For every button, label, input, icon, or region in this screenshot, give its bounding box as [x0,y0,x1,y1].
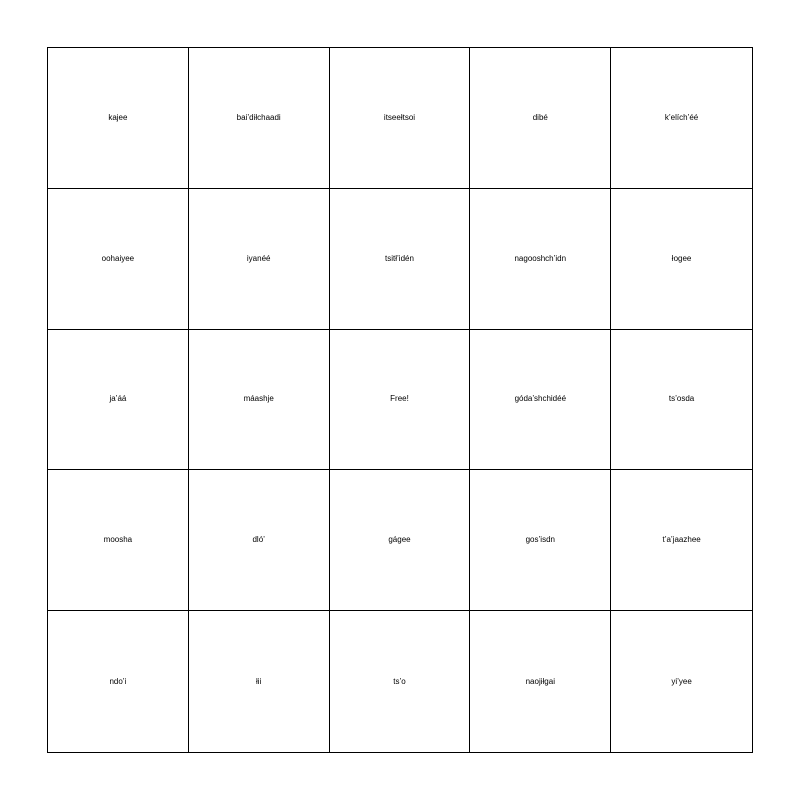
bingo-cell[interactable]: góda’shchidéé [470,330,611,471]
bingo-cell[interactable]: gos’isdn [470,470,611,611]
bingo-cell[interactable]: łogee [611,189,752,330]
bingo-cell[interactable]: nagooshch’idn [470,189,611,330]
bingo-cell[interactable]: moosha [48,470,189,611]
bingo-cell[interactable]: t’a’jaazhee [611,470,752,611]
bingo-cell[interactable]: łii [189,611,330,752]
bingo-cell[interactable]: iyanéé [189,189,330,330]
bingo-cell[interactable]: k’elích’éé [611,48,752,189]
bingo-cell[interactable]: tsitł’idén [330,189,471,330]
bingo-cell[interactable]: naojiłgai [470,611,611,752]
bingo-cell[interactable]: ts’o [330,611,471,752]
bingo-cell[interactable]: ts’osda [611,330,752,471]
bingo-cell[interactable]: ndo’i [48,611,189,752]
bingo-cell[interactable]: itseełtsoi [330,48,471,189]
bingo-cell[interactable]: dló’ [189,470,330,611]
bingo-cell[interactable]: yi’yee [671,676,692,686]
bingo-cell[interactable]: kajee [48,48,189,189]
bingo-cell[interactable]: bai’diłchaadi [189,48,330,189]
free-space-cell[interactable]: Free! [330,330,471,471]
bingo-card [47,47,753,753]
bingo-cell[interactable]: gágee [330,470,471,611]
bingo-cell[interactable]: ja’áá [48,330,189,471]
bingo-cell[interactable]: dibé [470,48,611,189]
bingo-cell[interactable]: máashje [189,330,330,471]
bingo-cell[interactable]: oohaiyee [48,189,189,330]
